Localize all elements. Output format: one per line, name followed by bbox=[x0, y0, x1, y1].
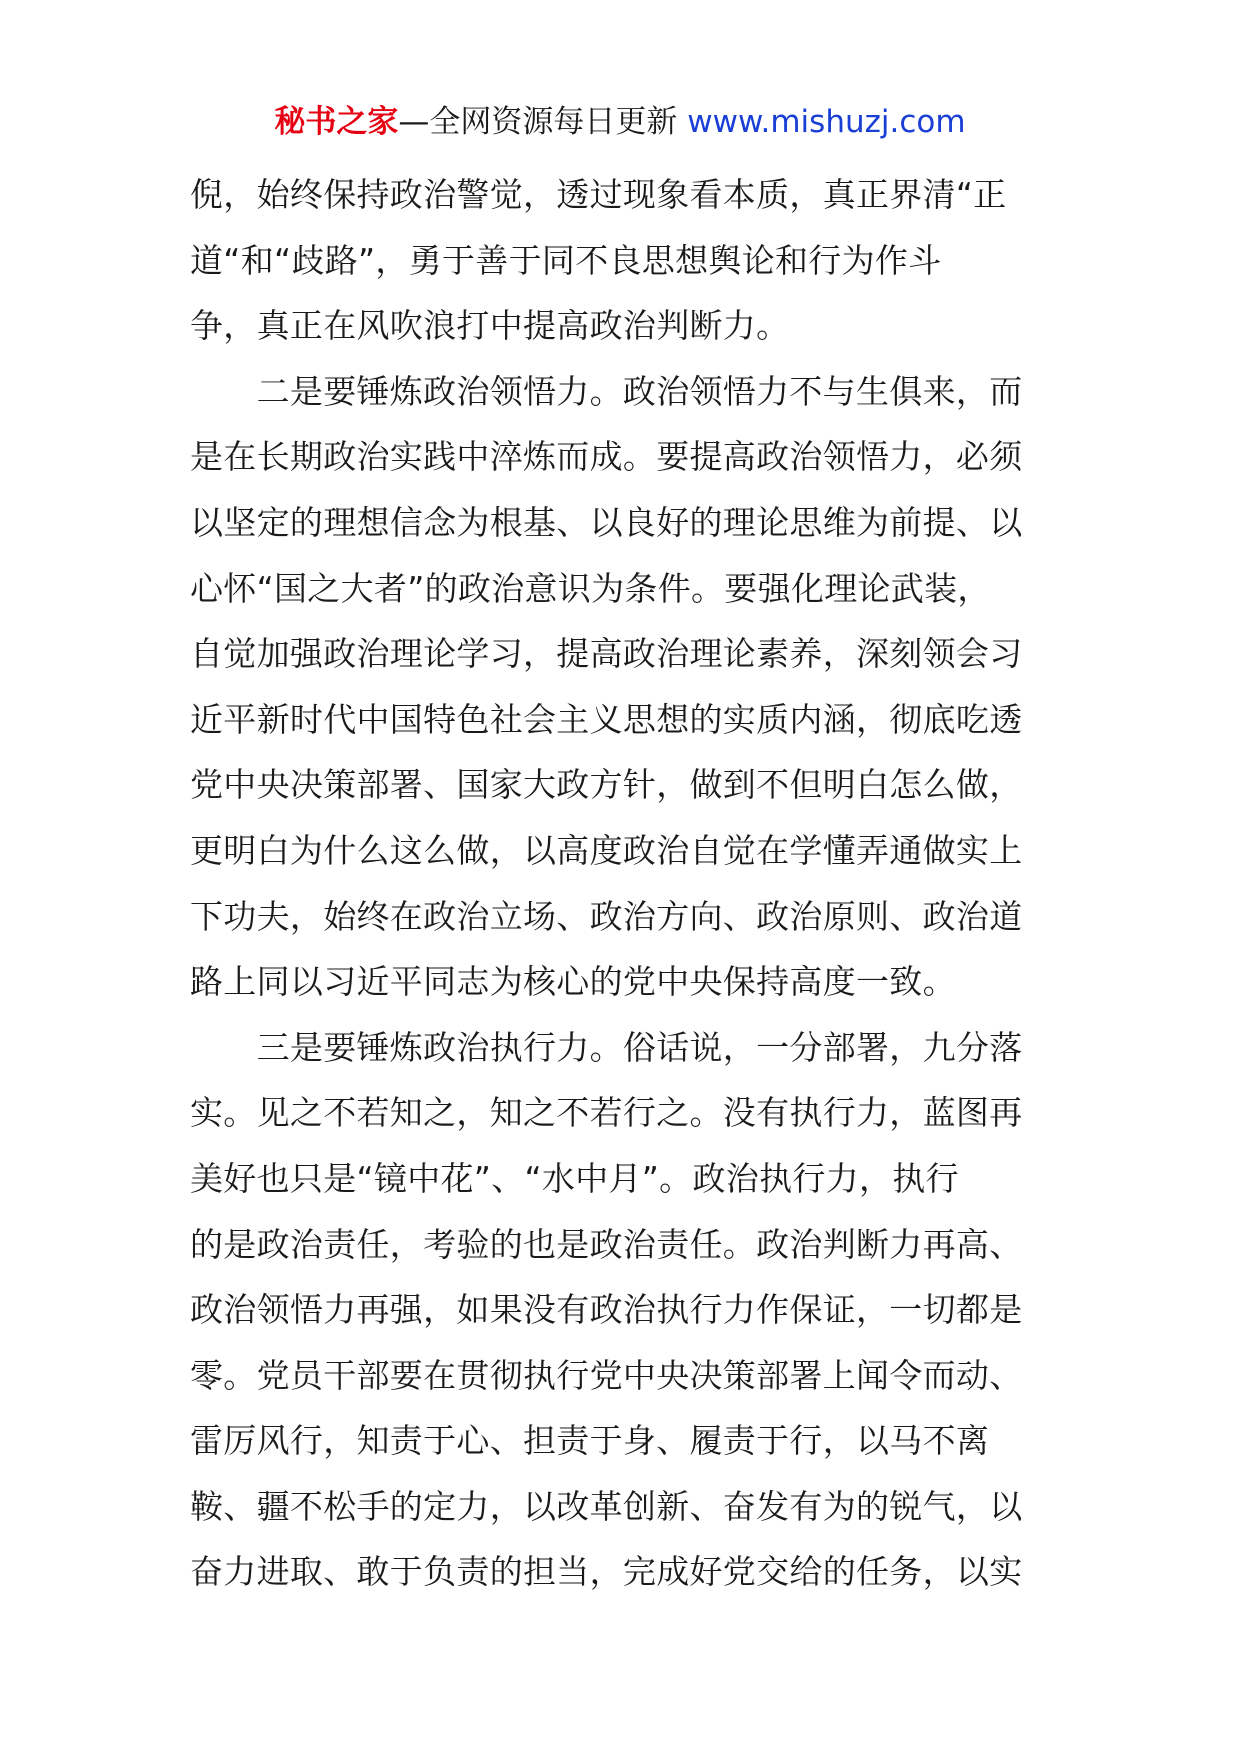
text-line: 争，真正在风吹浪打中提高政治判断力。 bbox=[190, 306, 790, 346]
text-line: 下功夫，始终在政治立场、政治方向、政治原则、政治道 bbox=[190, 896, 1023, 936]
text-line: 雷厉风行，知责于心、担责于身、履责于行，以马不离 bbox=[190, 1421, 990, 1461]
text-line: 党中央决策部署、国家大政方针，做到不但明白怎么做， bbox=[190, 765, 1023, 805]
text-line: 的是政治责任，考验的也是政治责任。政治判断力再高、 bbox=[190, 1224, 1023, 1264]
site-tagline: —全网资源每日更新 bbox=[398, 104, 688, 140]
text-line: 二是要锤炼政治领悟力。政治领悟力不与生俱来，而 bbox=[190, 371, 1023, 411]
text-line: 是在长期政治实践中淬炼而成。要提高政治领悟力，必须 bbox=[190, 437, 1023, 477]
text-line: 奋力进取、敢于负责的担当，完成好党交给的任务，以实 bbox=[190, 1552, 1023, 1592]
text-line: 道“和“歧路”，勇于善于同不良思想舆论和行为作斗 bbox=[190, 240, 942, 280]
text-line: 近平新时代中国特色社会主义思想的实质内涵，彻底吃透 bbox=[190, 699, 1023, 739]
text-line: 政治领悟力再强，如果没有政治执行力作保证，一切都是 bbox=[190, 1290, 1023, 1330]
document-body bbox=[190, 162, 1060, 1605]
text-line: 美好也只是“镜中花”、“水中月”。政治执行力，执行 bbox=[190, 1158, 959, 1198]
text-line: 鞍、疆不松手的定力，以改革创新、奋发有为的锐气，以 bbox=[190, 1486, 1023, 1526]
text-line: 路上同以习近平同志为核心的党中央保持高度一致。 bbox=[190, 962, 956, 1002]
text-line: 心怀“国之大者”的政治意识为条件。要强化理论武装， bbox=[190, 568, 991, 608]
text-line: 更明白为什么这么做，以高度政治自觉在学懂弄通做实上 bbox=[190, 830, 1023, 870]
text-line: 三是要锤炼政治执行力。俗话说，一分部署，九分落 bbox=[190, 1027, 1023, 1067]
text-line: 以坚定的理想信念为根基、以良好的理论思维为前提、以 bbox=[190, 502, 1023, 542]
site-brand: 秘书之家 bbox=[274, 104, 399, 140]
text-line: 实。见之不若知之，知之不若行之。没有执行力，蓝图再 bbox=[190, 1093, 1023, 1133]
text-line: 零。党员干部要在贯彻执行党中央决策部署上闻令而动、 bbox=[190, 1355, 1023, 1395]
site-url-link[interactable]: www.mishuzj.com bbox=[687, 104, 966, 140]
site-header bbox=[0, 100, 1240, 144]
text-line: 倪，始终保持政治警觉，透过现象看本质，真正界清“正 bbox=[190, 175, 1007, 214]
text-line: 自觉加强政治理论学习，提高政治理论素养，深刻领会习 bbox=[190, 634, 1023, 674]
